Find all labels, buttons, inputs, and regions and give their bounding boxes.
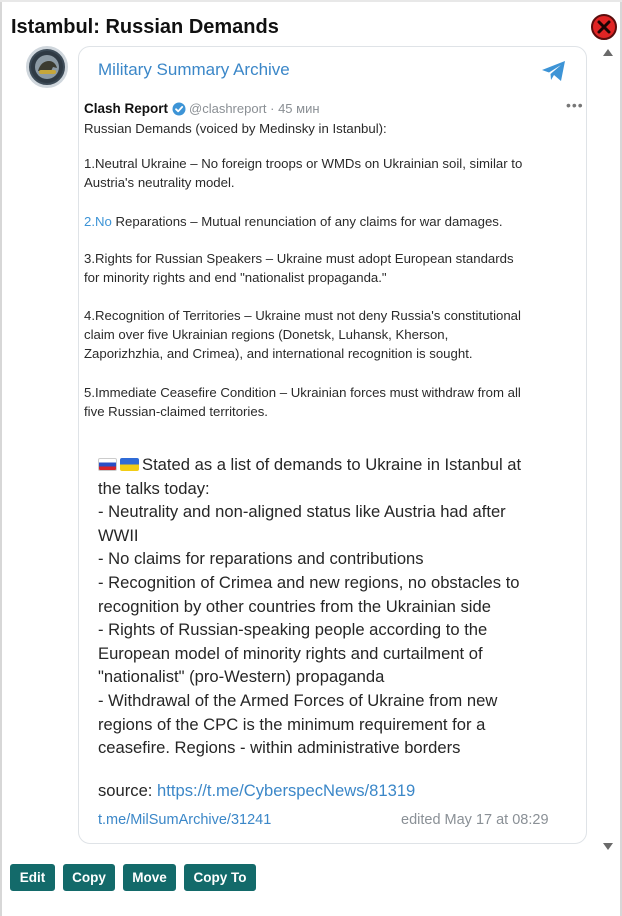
message-line: - No claims for reparations and contributions	[98, 549, 424, 569]
verified-icon	[172, 102, 186, 116]
message-line: the talks today:	[98, 478, 210, 498]
embed-item-1: 1.Neutral Ukraine – No foreign troops or WMDs on Ukrainian soil, similar to Austria's neutrality model.	[84, 156, 523, 190]
message-line: ceasefire. Regions - within administrative borders	[98, 738, 461, 758]
edit-button[interactable]: Edit	[10, 864, 55, 891]
message-line: European model of minority rights and curtailment of	[98, 643, 483, 663]
russia-flag-icon	[98, 458, 117, 471]
embed-handle-time: @clashreport · 45 мин	[189, 101, 320, 116]
post-card	[78, 46, 587, 844]
embed-header	[84, 99, 320, 118]
close-button[interactable]	[591, 14, 617, 40]
message-line: regions of the CPC is the minimum requirement for a	[98, 714, 486, 734]
arrow-up-icon	[603, 49, 613, 56]
copy-button[interactable]: Copy	[63, 864, 115, 891]
telegram-icon[interactable]	[541, 59, 567, 83]
embed-item-5: 5.Immediate Ceasefire Condition – Ukrainian forces must withdraw from all five Russian-claimed territories.	[84, 385, 521, 419]
source-label: source:	[98, 781, 158, 800]
channel-avatar[interactable]	[26, 46, 68, 88]
embed-author: Clash Report	[84, 101, 169, 116]
note-window	[0, 2, 622, 916]
arrow-down-icon	[603, 843, 613, 850]
embed-item-2-prefix[interactable]: 2.No	[84, 214, 112, 229]
channel-logo-icon	[30, 50, 64, 84]
message-line: Stated as a list of demands to Ukraine in Istanbul at	[98, 453, 578, 477]
embed-item-3: 3.Rights for Russian Speakers – Ukraine must adopt European standards for minority rights and end "nationalist propaganda."	[84, 251, 514, 285]
source-link[interactable]: https://t.me/CyberspecNews/81319	[157, 781, 416, 800]
scroll-up-arrow[interactable]	[600, 46, 616, 58]
window-title: Istambul: Russian Demands	[11, 16, 279, 38]
channel-name-link[interactable]: Military Summary Archive	[98, 60, 290, 79]
message-line: - Recognition of Crimea and new regions, no obstacles to	[98, 572, 520, 592]
message-line: - Rights of Russian-speaking people according to the	[98, 620, 488, 640]
embed-item-4: 4.Recognition of Territories – Ukraine must not deny Russia's constitutional claim over five Ukrainian regions (Donetsk, Luhansk, Kherson, Zaporizhzhia, and Crimea), and international recognition is sought.	[84, 308, 521, 361]
message-line: - Withdrawal of the Armed Forces of Ukraine from new	[98, 690, 498, 710]
move-button[interactable]: Move	[123, 864, 176, 891]
source-line	[98, 781, 415, 801]
scroll-down-arrow[interactable]	[600, 840, 616, 852]
message-line: recognition by other countries from the Ukrainian side	[98, 596, 491, 616]
post-permalink[interactable]: t.me/MilSumArchive/31241	[98, 812, 272, 828]
message-line: "nationalist" (pro-Western) propaganda	[98, 667, 385, 687]
message-line: - Neutrality and non-aligned status like Austria had after	[98, 502, 506, 522]
embed-heading: Russian Demands (voiced by Medinsky in Istanbul):	[84, 121, 387, 136]
ukraine-flag-icon	[120, 458, 139, 471]
embed-item-2: 2.No Reparations – Mutual renunciation of any claims for war damages.	[84, 214, 503, 229]
close-icon	[596, 19, 612, 35]
copy-to-button[interactable]: Copy To	[184, 864, 256, 891]
message-text	[98, 453, 578, 760]
message-line: WWII	[98, 525, 139, 545]
more-icon[interactable]: •••	[566, 97, 584, 113]
post-edited-timestamp: edited May 17 at 08:29	[401, 812, 549, 828]
embedded-tweet	[83, 97, 583, 477]
